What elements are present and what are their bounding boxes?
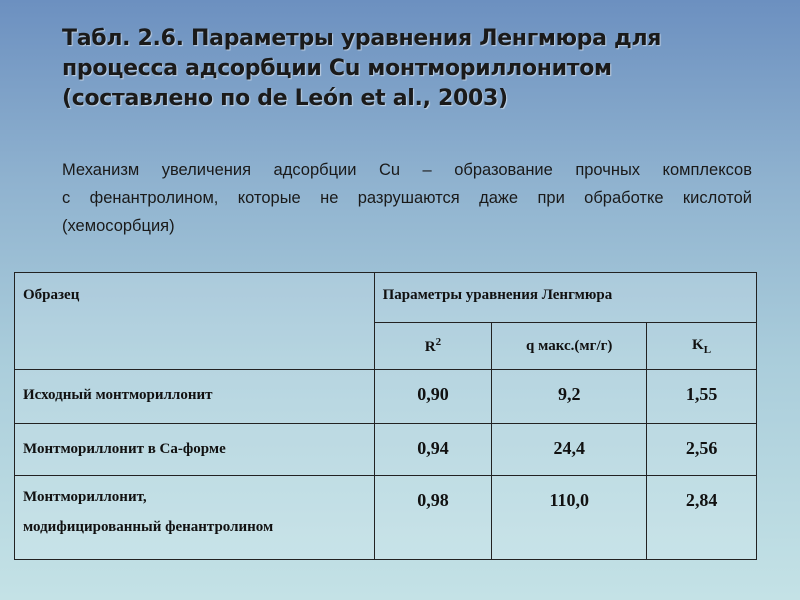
title-line: Табл. 2.6. Параметры уравнения Ленгмюра для [62,26,662,51]
cell-r2: 0,90 [374,370,492,424]
cell-kl: 1,55 [647,370,757,424]
cell-r2: 0,94 [374,424,492,476]
header-qmax: q макс.(мг/г) [492,323,647,370]
header-kl-sub: L [703,343,712,356]
title-line: (составлено по de León et al., 2003) [62,86,508,111]
header-kl [647,323,757,370]
paragraph-line: Механизм увеличения адсорбции Cu – образование прочных комплексов [62,161,752,179]
cell-kl: 2,56 [647,424,757,476]
cell-qmax: 9,2 [492,370,647,424]
slide-title [62,24,762,114]
cell-kl: 2,84 [647,476,757,560]
table-row [15,370,757,424]
cell-r2: 0,98 [374,476,492,560]
header-r2 [374,323,492,370]
row-label: Исходный монтмориллонит [15,370,375,424]
header-r2-base: R [424,339,436,355]
mechanism-paragraph [62,156,752,240]
row-label-line: модифицированный фенантролином [23,519,274,535]
row-label: Монтмориллонит в Са-форме [15,424,375,476]
cell-qmax: 24,4 [492,424,647,476]
table-row [15,424,757,476]
paragraph-line: с фенантролином, которые не разрушаются даже при обработке кислотой [62,189,752,207]
header-r2-sup: 2 [435,336,442,348]
langmuir-parameters-table [14,272,757,560]
row-label [15,476,375,560]
row-label-line: Монтмориллонит, [23,489,147,505]
cell-qmax: 110,0 [492,476,647,560]
header-sample: Образец [15,273,375,370]
title-line: процесса адсорбции Cu монтмориллонитом [62,56,612,81]
header-kl-base: K [692,336,704,353]
table-row [15,476,757,560]
paragraph-line: (хемосорбция) [62,217,175,235]
header-params: Параметры уравнения Ленгмюра [374,273,756,323]
